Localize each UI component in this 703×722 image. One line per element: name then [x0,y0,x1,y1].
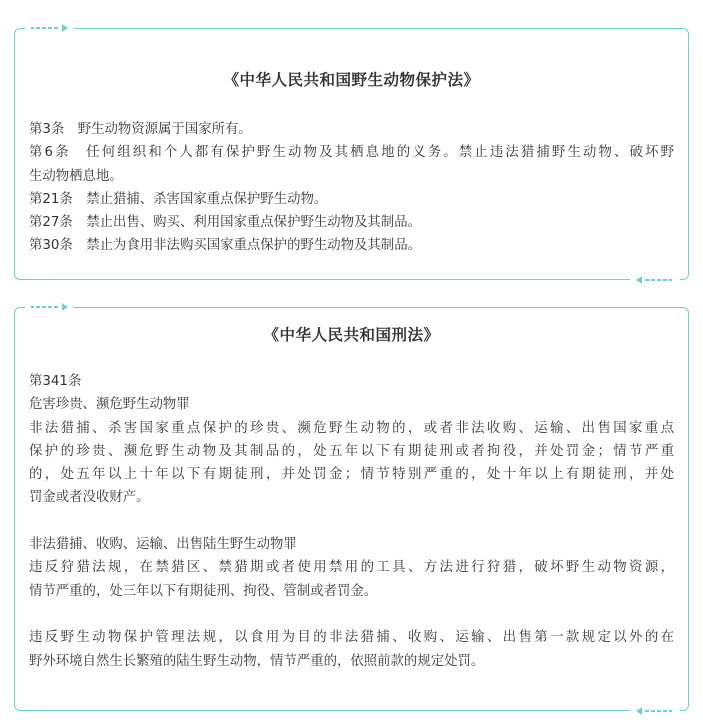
article-line: 野外环境自然生长繁殖的陆生野生动物，情节严重的，依照前款的规定处罚。 [29,653,485,669]
article-line: 违反野生动物保护管理法规，以食用为目的非法猎捕、收购、运输、出售第一款规定以外的在 [29,630,674,646]
article-line: 第27条 禁止出售、购买、利用国家重点保护野生动物及其制品。 [29,215,421,231]
card-bottom-ornament-icon [630,706,680,716]
article-line: 第21条 禁止猎捕、杀害国家重点保护野生动物。 [29,191,328,207]
article-line: 罚金或者没收财产。 [29,490,150,506]
article-line: 情节严重的，处三年以下有期徒刑、拘役、管制或者罚金。 [29,583,378,599]
section-title: 《中华人民共和国野生动物保护法》 [223,71,480,89]
section-title: 《中华人民共和国刑法》 [263,326,440,344]
article-line: 第30条 禁止为食用非法购买国家重点保护的野生动物及其制品。 [29,238,421,254]
crime-name: 危害珍贵、濒危野生动物罪 [29,397,190,413]
article-line: 第3条 野生动物资源属于国家所有。 [29,122,252,137]
card-top-ornament-icon [25,23,74,33]
article-line: 第6条 任何组织和个人都有保护野生动物及其栖息地的义务。禁止违法猎捕野生动物、破坏野 [29,145,674,161]
wildlife-protection-law-card [14,28,689,280]
article-line: 生动物栖息地。 [29,168,123,184]
article-line: 保护的珍贵、濒危野生动物及其制品的，处五年以下有期徒刑或者拘役，并处罚金；情节严重 [29,443,674,459]
paragraph-spacer [29,603,674,626]
article-line: 的，处五年以上十年以下有期徒刑，并处罚金；情节特别严重的，处十年以上有期徒刑，并处 [29,467,674,483]
crime-name: 非法猎捕、收购、运输、出售陆生野生动物罪 [29,537,297,553]
article-line: 违反狩猎法规，在禁猎区、禁猎期或者使用禁用的工具、方法进行狩猎，破坏野生动物资源， [29,560,674,576]
card-top-ornament-icon [25,302,74,312]
article-number: 第341条 [29,374,82,389]
article-line: 非法猎捕、杀害国家重点保护的珍贵、濒危野生动物的，或者非法收购、运输、出售国家重点 [29,420,674,436]
section-body [15,370,688,673]
card-bottom-ornament-icon [630,275,680,285]
section-body [15,118,688,258]
paragraph-spacer [29,510,674,533]
criminal-law-card [14,307,689,711]
